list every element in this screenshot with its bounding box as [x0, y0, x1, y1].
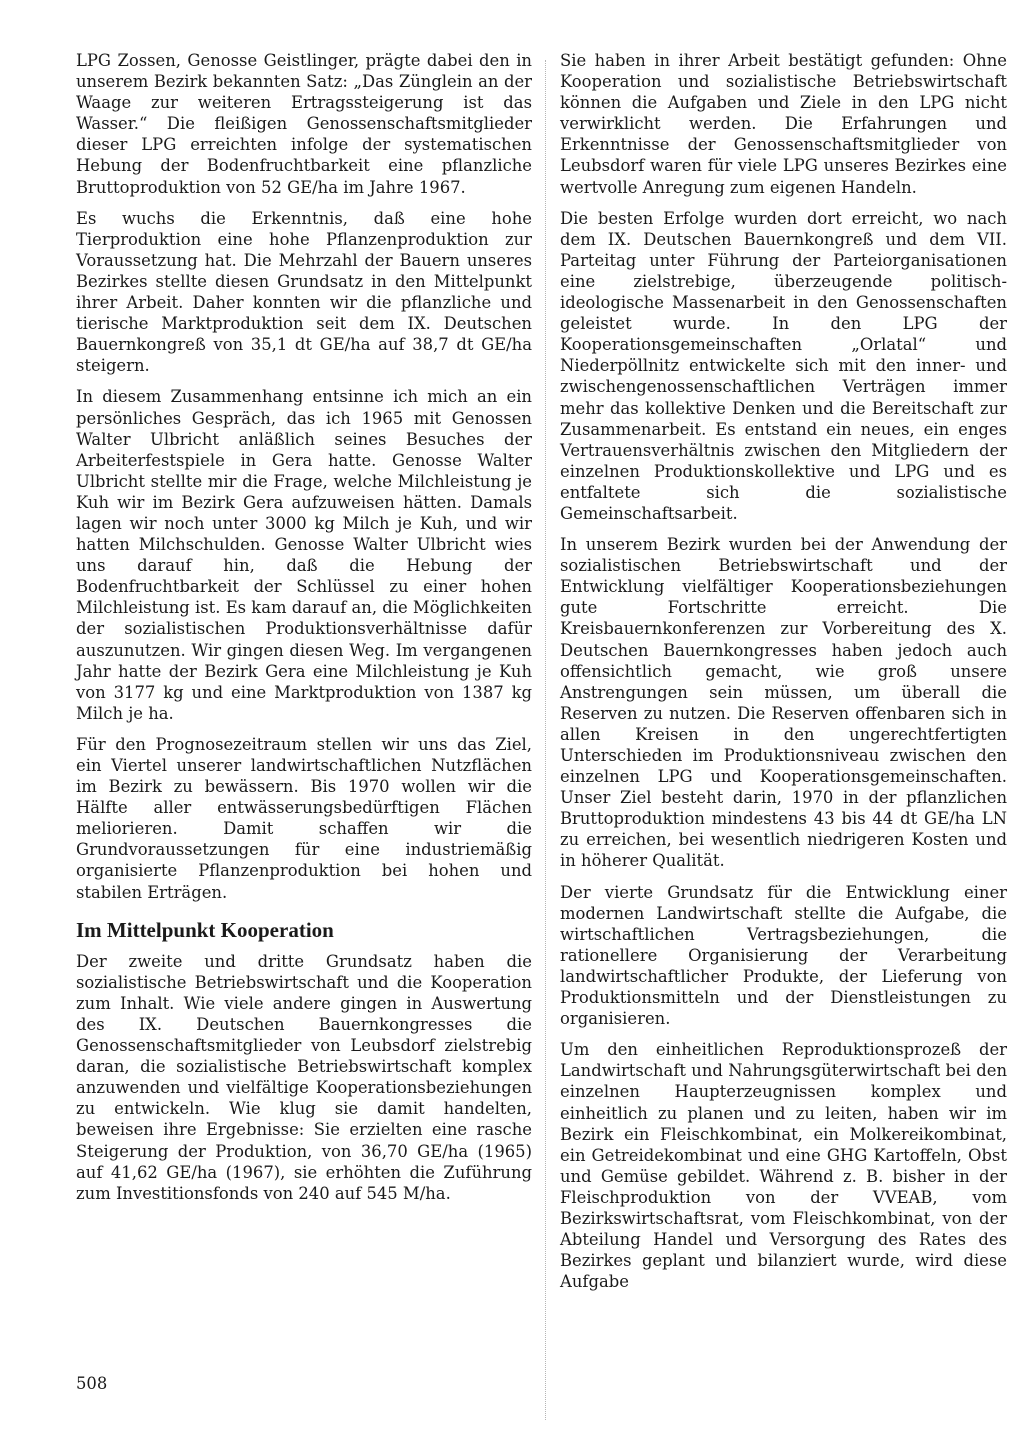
- paragraph: Der zweite und dritte Grundsatz haben die sozialistische Betriebswirtschaft und die Kooperation zum Inhalt. Wie viele andere gingen in Auswertung des IX. Deutschen Bauernkongresses die Genossenschaftsmitglieder von Leubsdorf zielstrebig daran, die sozialistische Betriebswirtschaft komplex anzuwenden und vielfältige Kooperationsbeziehungen zu entwickeln. Wie klug sie damit handelten, beweisen ihre Ergebnisse: Sie erzielten eine rasche Steigerung der Produktion, von 36,70 GE/ha (1965) auf 41,62 GE/ha (1967), sie erhöhten die Zuführung zum Investitionsfonds von 240 auf 545 M/ha.: [76, 951, 532, 1203]
- column-divider: [545, 60, 546, 1420]
- paragraph: Sie haben in ihrer Arbeit bestätigt gefunden: Ohne Kooperation und sozialistische Betriebswirtschaft können die Aufgaben und Ziele in den LPG nicht verwirklicht werden. Die Erfahrungen und Erkenntnisse der Genossenschaftsmitglieder von Leubsdorf waren für viele LPG unseres Bezirkes eine wertvolle Anregung zum eigenen Handeln.: [560, 51, 1007, 197]
- paragraph: Für den Prognosezeitraum stellen wir uns das Ziel, ein Viertel unserer landwirtschaftlichen Nutzflächen im Bezirk zu bewässern. Bis 1970 wollen wir die Hälfte aller entwässerungsbedürftigen Flächen meliorieren. Damit schaffen wir die Grundvoraussetzungen für eine industriemäßig organisierte Pflanzenproduktion bei hohen und stabilen Erträgen.: [76, 734, 532, 902]
- right-column: [560, 50, 1007, 1302]
- paragraph: Es wuchs die Erkenntnis, daß eine hohe Tierproduktion eine hohe Pflanzenproduktion zur Voraussetzung hat. Die Mehrzahl der Bauern unseres Bezirkes stellte diesen Grundsatz in den Mittelpunkt ihrer Arbeit. Daher konnten wir die pflanzliche und tierische Marktproduktion seit dem IX. Deutschen Bauernkongreß von 35,1 dt GE/ha auf 38,7 dt GE/ha steigern.: [76, 208, 532, 376]
- page-number: 508: [76, 1374, 108, 1393]
- paragraph: Der vierte Grundsatz für die Entwicklung einer modernen Landwirtschaft stellte die Aufgabe, die wirtschaftlichen Vertragsbeziehungen, die rationellere Organisierung der Verarbeitung landwirtschaftlicher Produkte, der Lieferung von Produktionsmitteln und der Dienstleistungen zu organisieren.: [560, 882, 1007, 1029]
- paragraph: In unserem Bezirk wurden bei der Anwendung der sozialistischen Betriebswirtschaft und der Entwicklung vielfältiger Kooperationsbeziehungen gute Fortschritte erreicht. Die Kreisbauernkonferenzen zur Vorbereitung des X. Deutschen Bauernkongresses haben jedoch auch offensichtlich gemacht, wie groß unsere Anstrengungen sein müssen, um überall die Reserven zu nutzen. Die Reserven offenbaren sich in allen Kreisen in den ungerechtfertigten Unterschieden im Produktionsniveau zwischen den einzelnen LPG und Kooperationsgemeinschaften. Unser Ziel besteht darin, 1970 in der pflanzlichen Bruttoproduktion mindestens 43 bis 44 dt GE/ha LN zu erreichen, bei wesentlich niedrigeren Kosten und in höherer Qualität.: [560, 535, 1007, 871]
- paragraph: LPG Zossen, Genosse Geistlinger, prägte dabei den in unserem Bezirk bekannten Satz: „Das Zünglein an der Waage zur weiteren Ertragssteigerung ist das Wasser.“ Die fleißigen Genossenschaftsmitglieder dieser LPG erreichten infolge der systematischen Hebung der Bodenfruchtbarkeit eine pflanzliche Bruttoproduktion von 52 GE/ha im Jahre 1967.: [76, 51, 532, 197]
- paragraph: In diesem Zusammenhang entsinne ich mich an ein persönliches Gespräch, das ich 1965 mit Genossen Walter Ulbricht anläßlich seines Besuches der Arbeiterfestspiele in Gera hatte. Genosse Walter Ulbricht stellte mir die Frage, welche Milchleistung je Kuh wir im Bezirk Gera aufzuweisen hätten. Damals lagen wir noch unter 3000 kg Milch je Kuh, und wir hatten Milchschulden. Genosse Walter Ulbricht wies uns darauf hin, daß die Hebung der Bodenfruchtbarkeit der Schlüssel zu einer hohen Milchleistung ist. Es kam darauf an, die Möglichkeiten der sozialistischen Produktionsverhältnisse dafür auszunutzen. Wir gingen diesen Weg. Im vergangenen Jahr hatte der Bezirk Gera eine Milchleistung je Kuh von 3177 kg und eine Marktproduktion von 1387 kg Milch je ha.: [76, 387, 532, 723]
- paragraph: Um den einheitlichen Reproduktionsprozeß der Landwirtschaft und Nahrungsgüterwirtschaft bei den einzelnen Haupterzeugnissen komplex und einheitlich zu planen und zu leiten, haben wir im Bezirk ein Fleischkombinat, ein Molkereikombinat, ein Getreidekombinat und eine GHG Kartoffeln, Obst und Gemüse gebildet. Während z. B. bisher in der Fleischproduktion von der VVEAB, vom Bezirkswirtschaftsrat, vom Fleischkombinat, von der Abteilung Handel und Versorgung des Rates des Bezirkes geplant und bilanziert wurde, wird diese Aufgabe: [560, 1040, 1007, 1292]
- paragraph: Die besten Erfolge wurden dort erreicht, wo nach dem IX. Deutschen Bauernkongreß und dem VII. Parteitag unter Führung der Parteiorganisationen eine zielstrebige, überzeugende politisch-ideologische Massenarbeit in den Genossenschaften geleistet wurde. In den LPG der Kooperationsgemeinschaften „Orlatal“ und Niederpöllnitz entwickelte sich mit den inner- und zwischengenossenschaftlichen Verträgen immer mehr das kollektive Denken und die Bereitschaft zur Zusammenarbeit. Es entstand ein neues, ein enges Vertrauensverhältnis zwischen den Mitgliedern der einzelnen Produktionskollektive und LPG und es entfaltete sich die sozialistische Gemeinschaftsarbeit.: [560, 208, 1007, 523]
- section-heading: Im Mittelpunkt Kooperation: [76, 917, 334, 942]
- left-column: [76, 50, 532, 1214]
